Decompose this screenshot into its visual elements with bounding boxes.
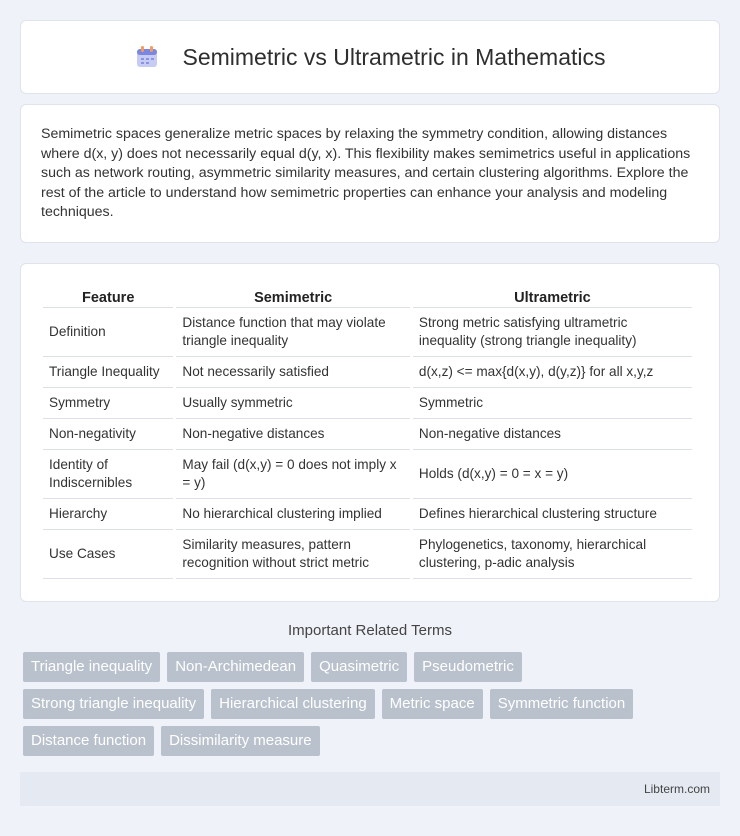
table-cell: d(x,z) <= max{d(x,y), d(y,z)} for all x,y,z — [413, 357, 692, 388]
related-term-tag[interactable]: Triangle inequality — [23, 652, 160, 682]
intro-text: Semimetric spaces generalize metric spaces by relaxing the symmetry condition, allowing distances where d(x, y) does not necessarily equal d(y, x). This flexibility makes semimetrics useful in applications such as network routing, asymmetric similarity measures, and certain clustering algorithms. Explore the rest of the article to understand how semimetric properties can enhance your analysis and modeling techniques. — [41, 126, 691, 220]
table-cell: Non-negative distances — [176, 419, 410, 450]
table-cell: Strong metric satisfying ultrametric inequality (strong triangle inequality) — [413, 308, 692, 357]
table-cell: Non-negativity — [43, 419, 173, 450]
table-cell: Holds (d(x,y) = 0 = x = y) — [413, 450, 692, 499]
related-term-tag[interactable]: Hierarchical clustering — [211, 689, 375, 719]
table-row — [43, 530, 692, 579]
table-cell: Defines hierarchical clustering structure — [413, 499, 692, 530]
table-cell: Symmetric — [413, 388, 692, 419]
table-cell: Symmetry — [43, 388, 173, 419]
table-row — [43, 499, 692, 530]
tag-row — [23, 652, 703, 682]
calendar-icon — [134, 44, 160, 70]
table-cell: Hierarchy — [43, 499, 173, 530]
table-row — [43, 357, 692, 388]
comparison-table — [40, 282, 695, 579]
footer — [20, 772, 720, 806]
comparison-card — [20, 263, 720, 602]
table-cell: Definition — [43, 308, 173, 357]
related-term-tag[interactable]: Symmetric function — [490, 689, 634, 719]
tag-row — [23, 689, 703, 719]
intro-card — [20, 104, 720, 243]
related-terms — [23, 652, 703, 763]
related-term-tag[interactable]: Quasimetric — [311, 652, 407, 682]
table-cell: Non-negative distances — [413, 419, 692, 450]
column-header: Feature — [43, 282, 173, 308]
table-cell: Distance function that may violate triangle inequality — [176, 308, 410, 357]
related-term-tag[interactable]: Dissimilarity measure — [161, 726, 320, 756]
table-cell: Identity of Indiscernibles — [43, 450, 173, 499]
column-header: Semimetric — [176, 282, 410, 308]
table-cell: Triangle Inequality — [43, 357, 173, 388]
table-cell: Phylogenetics, taxonomy, hierarchical clustering, p-adic analysis — [413, 530, 692, 579]
column-header: Ultrametric — [413, 282, 692, 308]
related-term-tag[interactable]: Strong triangle inequality — [23, 689, 204, 719]
related-term-tag[interactable]: Non-Archimedean — [167, 652, 304, 682]
header-card — [20, 20, 720, 94]
footer-site-link[interactable]: Libterm.com — [643, 782, 710, 796]
table-cell: May fail (d(x,y) = 0 does not imply x = y) — [176, 450, 410, 499]
related-term-tag[interactable]: Pseudometric — [414, 652, 522, 682]
page-title: Semimetric vs Ultrametric in Mathematics — [182, 43, 606, 70]
table-cell: Usually symmetric — [176, 388, 410, 419]
table-header-row — [43, 282, 692, 308]
table-row — [43, 388, 692, 419]
related-term-tag[interactable]: Distance function — [23, 726, 154, 756]
table-row — [43, 419, 692, 450]
table-cell: No hierarchical clustering implied — [176, 499, 410, 530]
related-terms-title: Important Related Terms — [288, 622, 452, 639]
table-row — [43, 450, 692, 499]
related-term-tag[interactable]: Metric space — [382, 689, 483, 719]
table-row — [43, 308, 692, 357]
table-cell: Use Cases — [43, 530, 173, 579]
table-cell: Similarity measures, pattern recognition without strict metric — [176, 530, 410, 579]
tag-row — [23, 726, 703, 756]
table-cell: Not necessarily satisfied — [176, 357, 410, 388]
